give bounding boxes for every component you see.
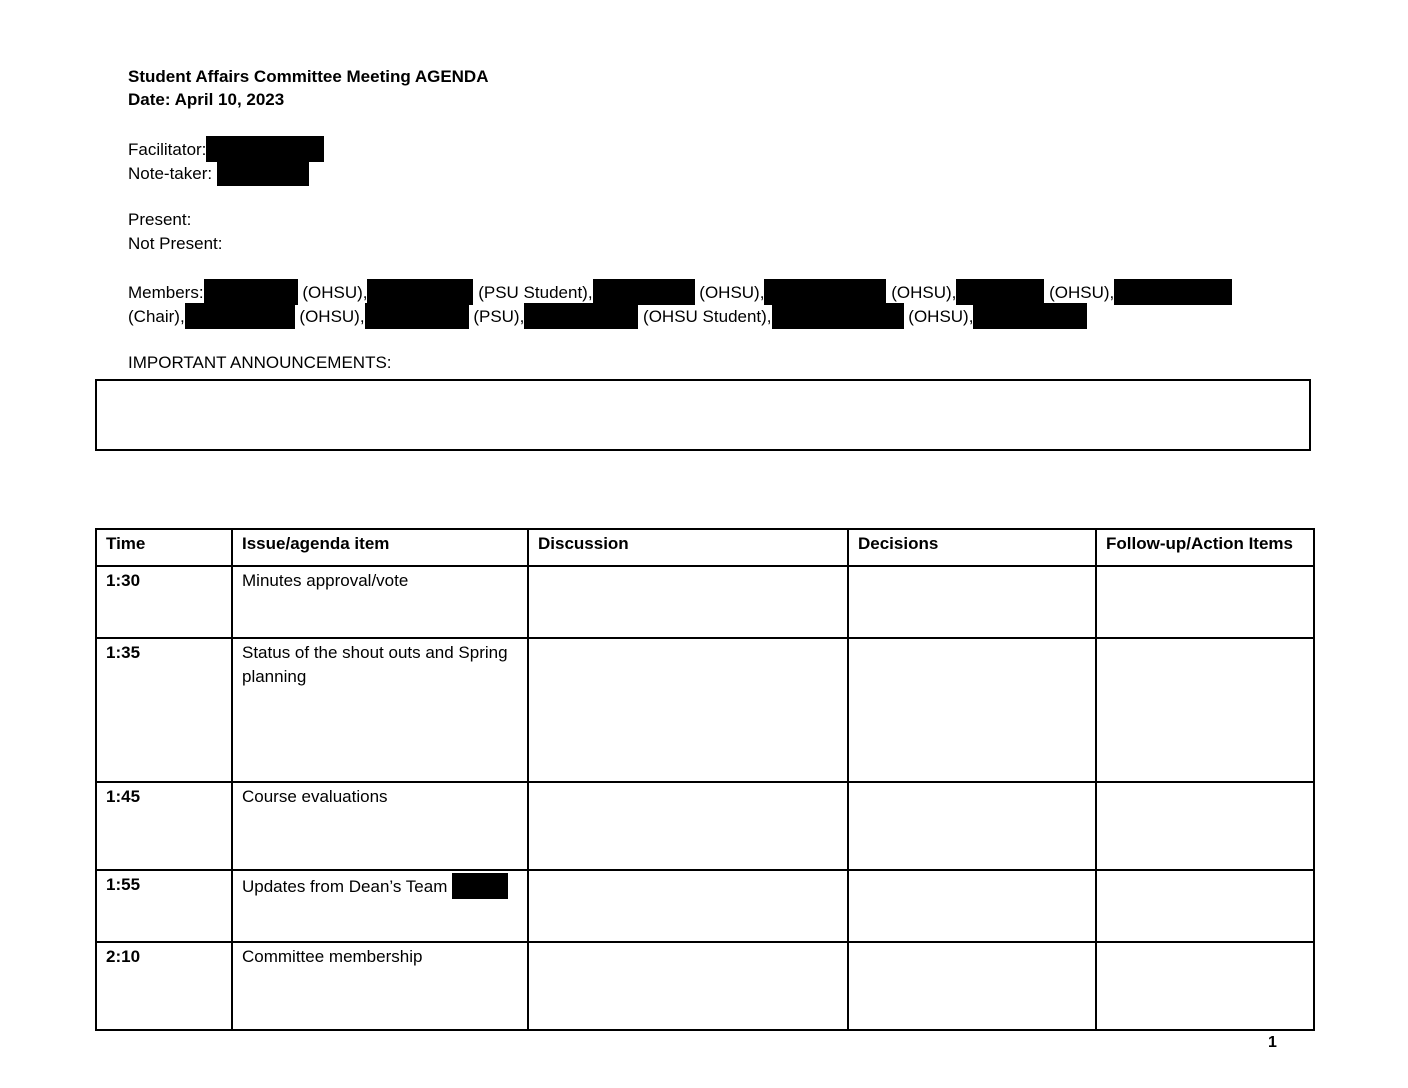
row-decisions-cell[interactable] <box>848 782 1096 870</box>
row-followup-cell[interactable] <box>1096 870 1314 942</box>
redacted-block <box>365 303 469 329</box>
table-header-row <box>96 529 1314 566</box>
redacted-block <box>593 279 695 305</box>
notetaker-line <box>128 160 309 186</box>
redacted-block <box>764 279 886 305</box>
member-affiliation: (PSU), <box>473 307 525 326</box>
row-discussion-cell[interactable] <box>528 942 848 1030</box>
table-row <box>96 638 1314 782</box>
members-line-1 <box>128 279 1232 305</box>
member-affiliation: (OHSU), <box>699 283 765 302</box>
row-time: 1:45 <box>96 782 232 870</box>
row-time: 1:30 <box>96 566 232 638</box>
row-discussion-cell[interactable] <box>528 870 848 942</box>
row-discussion-cell[interactable] <box>528 782 848 870</box>
row-time: 1:35 <box>96 638 232 782</box>
member-affiliation: (OHSU), <box>1049 283 1115 302</box>
row-decisions-cell[interactable] <box>848 638 1096 782</box>
redacted-block <box>772 303 904 329</box>
present-label: Present: <box>128 210 192 229</box>
redacted-block <box>185 303 295 329</box>
redacted-block <box>1114 279 1232 305</box>
redacted-block <box>367 279 473 305</box>
row-item: Committee membership <box>232 942 528 1030</box>
redacted-block <box>452 873 508 899</box>
member-affiliation: (PSU Student), <box>478 283 593 302</box>
table-row <box>96 942 1314 1030</box>
redacted-block <box>956 279 1044 305</box>
members-line-2 <box>128 303 1087 329</box>
row-followup-cell[interactable] <box>1096 782 1314 870</box>
announcements-box[interactable] <box>95 379 1311 451</box>
row-decisions-cell[interactable] <box>848 566 1096 638</box>
member-affiliation: (OHSU), <box>908 307 974 326</box>
redacted-block <box>217 160 309 186</box>
row-decisions-cell[interactable] <box>848 870 1096 942</box>
not-present-label: Not Present: <box>128 234 223 253</box>
row-decisions-cell[interactable] <box>848 942 1096 1030</box>
header-time: Time <box>96 529 232 566</box>
table-row <box>96 566 1314 638</box>
member-affiliation: (OHSU Student), <box>643 307 772 326</box>
header-discussion: Discussion <box>528 529 848 566</box>
row-followup-cell[interactable] <box>1096 942 1314 1030</box>
header-decisions: Decisions <box>848 529 1096 566</box>
notetaker-label: Note-taker: <box>128 164 213 183</box>
header-issue: Issue/agenda item <box>232 529 528 566</box>
agenda-table <box>95 528 1315 1031</box>
row-discussion-cell[interactable] <box>528 566 848 638</box>
redacted-block <box>206 136 324 162</box>
row-item: Course evaluations <box>232 782 528 870</box>
facilitator-label: Facilitator: <box>128 140 207 159</box>
row-item-with-redaction <box>232 870 528 942</box>
redacted-block <box>973 303 1087 329</box>
member-affiliation: (Chair), <box>128 307 185 326</box>
facilitator-line <box>128 136 324 162</box>
member-affiliation: (OHSU), <box>891 283 957 302</box>
page-number: 1 <box>1268 1034 1277 1051</box>
row-item: Minutes approval/vote <box>232 566 528 638</box>
row-followup-cell[interactable] <box>1096 566 1314 638</box>
redacted-block <box>204 279 298 305</box>
announcements-label: IMPORTANT ANNOUNCEMENTS: <box>128 353 392 372</box>
table-row <box>96 782 1314 870</box>
row-time: 1:55 <box>96 870 232 942</box>
members-label: Members: <box>128 283 204 302</box>
row-item: Status of the shout outs and Spring planning <box>232 638 528 782</box>
row-discussion-cell[interactable] <box>528 638 848 782</box>
document-title: Student Affairs Committee Meeting AGENDA <box>128 67 489 86</box>
row-time: 2:10 <box>96 942 232 1030</box>
redacted-block <box>524 303 638 329</box>
member-affiliation: (OHSU), <box>302 283 368 302</box>
row-followup-cell[interactable] <box>1096 638 1314 782</box>
table-row <box>96 870 1314 942</box>
meeting-date: Date: April 10, 2023 <box>128 90 285 109</box>
member-affiliation: (OHSU), <box>299 307 365 326</box>
header-followup: Follow-up/Action Items <box>1096 529 1314 566</box>
row-item: Updates from Dean’s Team <box>242 877 448 896</box>
